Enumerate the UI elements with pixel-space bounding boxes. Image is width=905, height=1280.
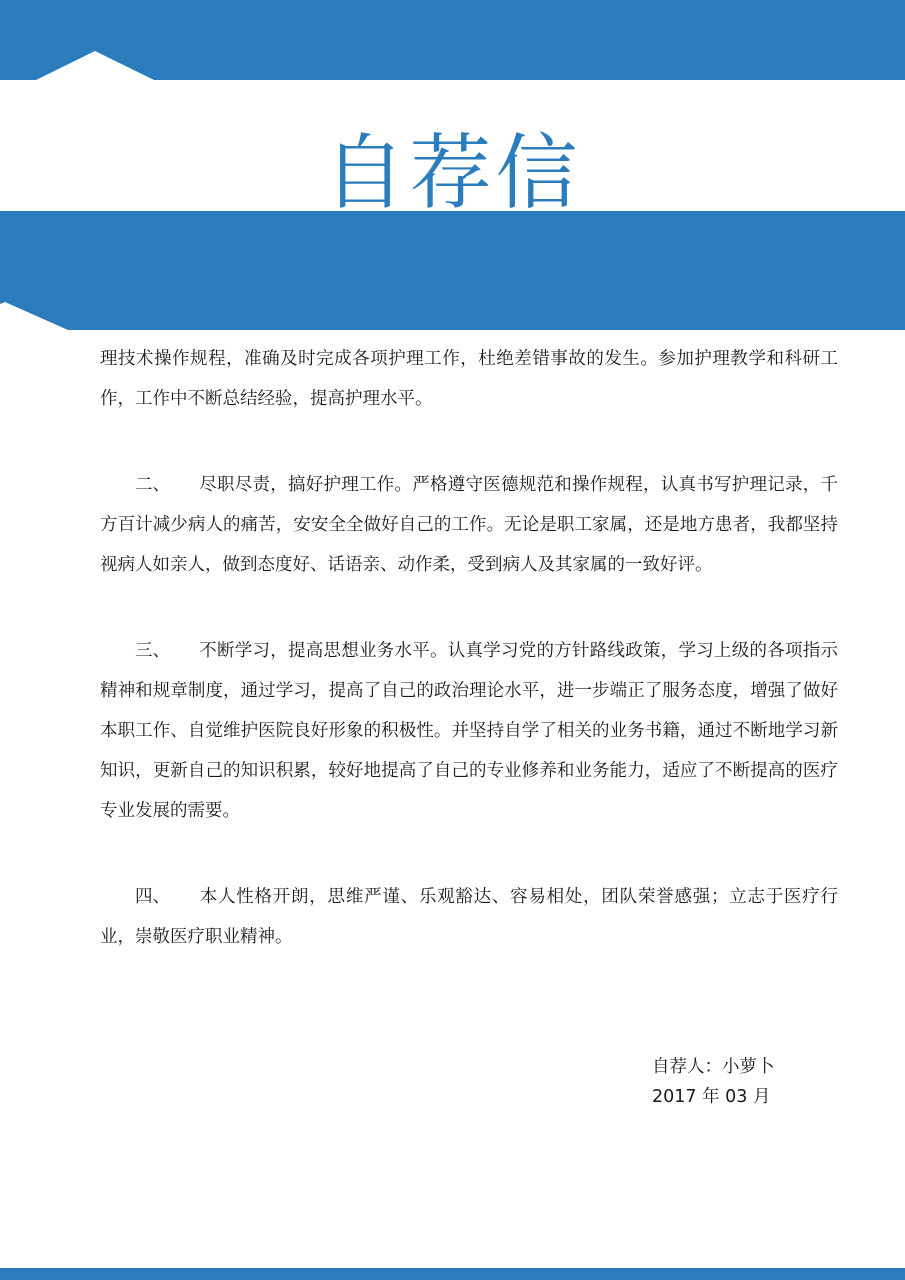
paragraph-number: 二、 [135,475,170,495]
letter-body [100,339,838,957]
paragraph-text: 不断学习，提高思想业务水平。认真学习党的方针路线政策，学习上级的各项指示精神和规章制度，通过学习，提高了自己的政治理论水平，进一步端正了服务态度，增强了做好本职工作、自觉维护医院良好形象的积极性。并坚持自学了相关的业务书籍，通过不断地学习新知识，更新自己的知识积累，较好地提高了自己的专业修养和业务能力，适应了不断提高的医疗专业发展的需要。 [100,641,838,821]
paragraph-two [100,465,838,585]
paragraph-text: 理技术操作规程，准确及时完成各项护理工作，杜绝差错事故的发生。参加护理教学和科研工作，工作中不断总结经验，提高护理水平。 [100,349,838,409]
paragraph-continued [100,339,838,419]
bottom-bar [0,1268,905,1280]
letter-title: 自荐信 [323,126,582,221]
paragraph-text: 尽职尽责，搞好护理工作。严格遵守医德规范和操作规程，认真书写护理记录，千方百计减少病人的痛苦，安安全全做好自己的工作。无论是职工家属，还是地方患者，我都坚持视病人如亲人，做到态度好、话语亲、动作柔，受到病人及其家属的一致好评。 [100,475,838,575]
signature-block [652,1052,775,1112]
middle-banner-shape [0,211,905,330]
paragraph-number: 三、 [135,641,170,661]
signature-date: 2017 年 03 月 [652,1087,771,1107]
top-banner-shape [0,0,905,80]
paragraph-number: 四、 [135,887,170,907]
signature-name: 自荐人：小萝卜 [652,1057,775,1077]
paragraph-three [100,631,838,831]
paragraph-four [100,877,838,957]
paragraph-text: 本人性格开朗，思维严谨、乐观豁达、容易相处，团队荣誉感强；立志于医疗行业，崇敬医疗职业精神。 [100,887,838,947]
